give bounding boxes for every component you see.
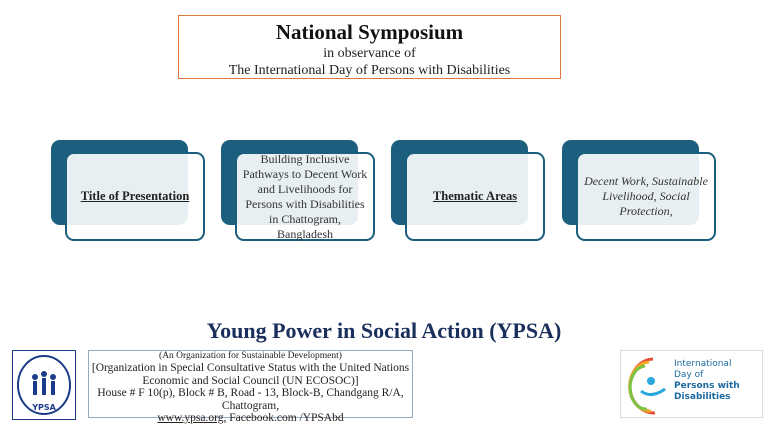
card-text: Building Inclusive Pathways to Decent Work and Livelihoods for Persons with Disabilities in Chattogram, Bangladesh <box>235 152 375 241</box>
idpd-logo <box>620 350 763 418</box>
card-text: Thematic Areas <box>405 152 545 241</box>
idpd-emblem-icon <box>625 353 675 417</box>
card-title-label <box>51 140 211 242</box>
org-status: [Organization in Special Consultative Status with the United Nations Economic and Social Council (UN ECOSOC)] <box>91 362 410 387</box>
org-address: House # F 10(p), Block # B, Road - 13, Block-B, Chandgang R/A, Chattogram, <box>97 387 404 412</box>
header-line1: in observance of <box>323 46 416 61</box>
card-text: Title of Presentation <box>65 152 205 241</box>
symposium-header <box>178 15 561 79</box>
ypsa-logo-icon <box>15 353 73 417</box>
idpd-line3: Persons with <box>674 381 740 391</box>
website-link[interactable]: www.ypsa.org, <box>157 412 227 424</box>
card-text: Decent Work, Sustainable Livelihood, Social Protection, <box>576 152 716 241</box>
idpd-line1: International <box>674 359 732 369</box>
facebook-link[interactable]: Facebook.com /YPSAbd <box>226 412 344 424</box>
card-thematic-value <box>562 140 722 242</box>
org-links <box>89 412 412 425</box>
idpd-logo-text <box>674 359 740 403</box>
card-title-value <box>221 140 381 242</box>
header-line2: The International Day of Persons with Disabilities <box>228 63 511 78</box>
idpd-line2: Day of <box>674 370 704 380</box>
org-name: Young Power in Social Action (YPSA) <box>206 318 562 343</box>
ypsa-logo <box>12 350 76 420</box>
org-tagline: (An Organization for Sustainable Development) <box>159 351 342 361</box>
header-title: National Symposium <box>275 20 464 44</box>
card-thematic-label <box>391 140 551 242</box>
idpd-line4: Disabilities <box>674 392 731 402</box>
svg-text:YPSA: YPSA <box>32 403 56 412</box>
org-info-box <box>88 350 413 424</box>
